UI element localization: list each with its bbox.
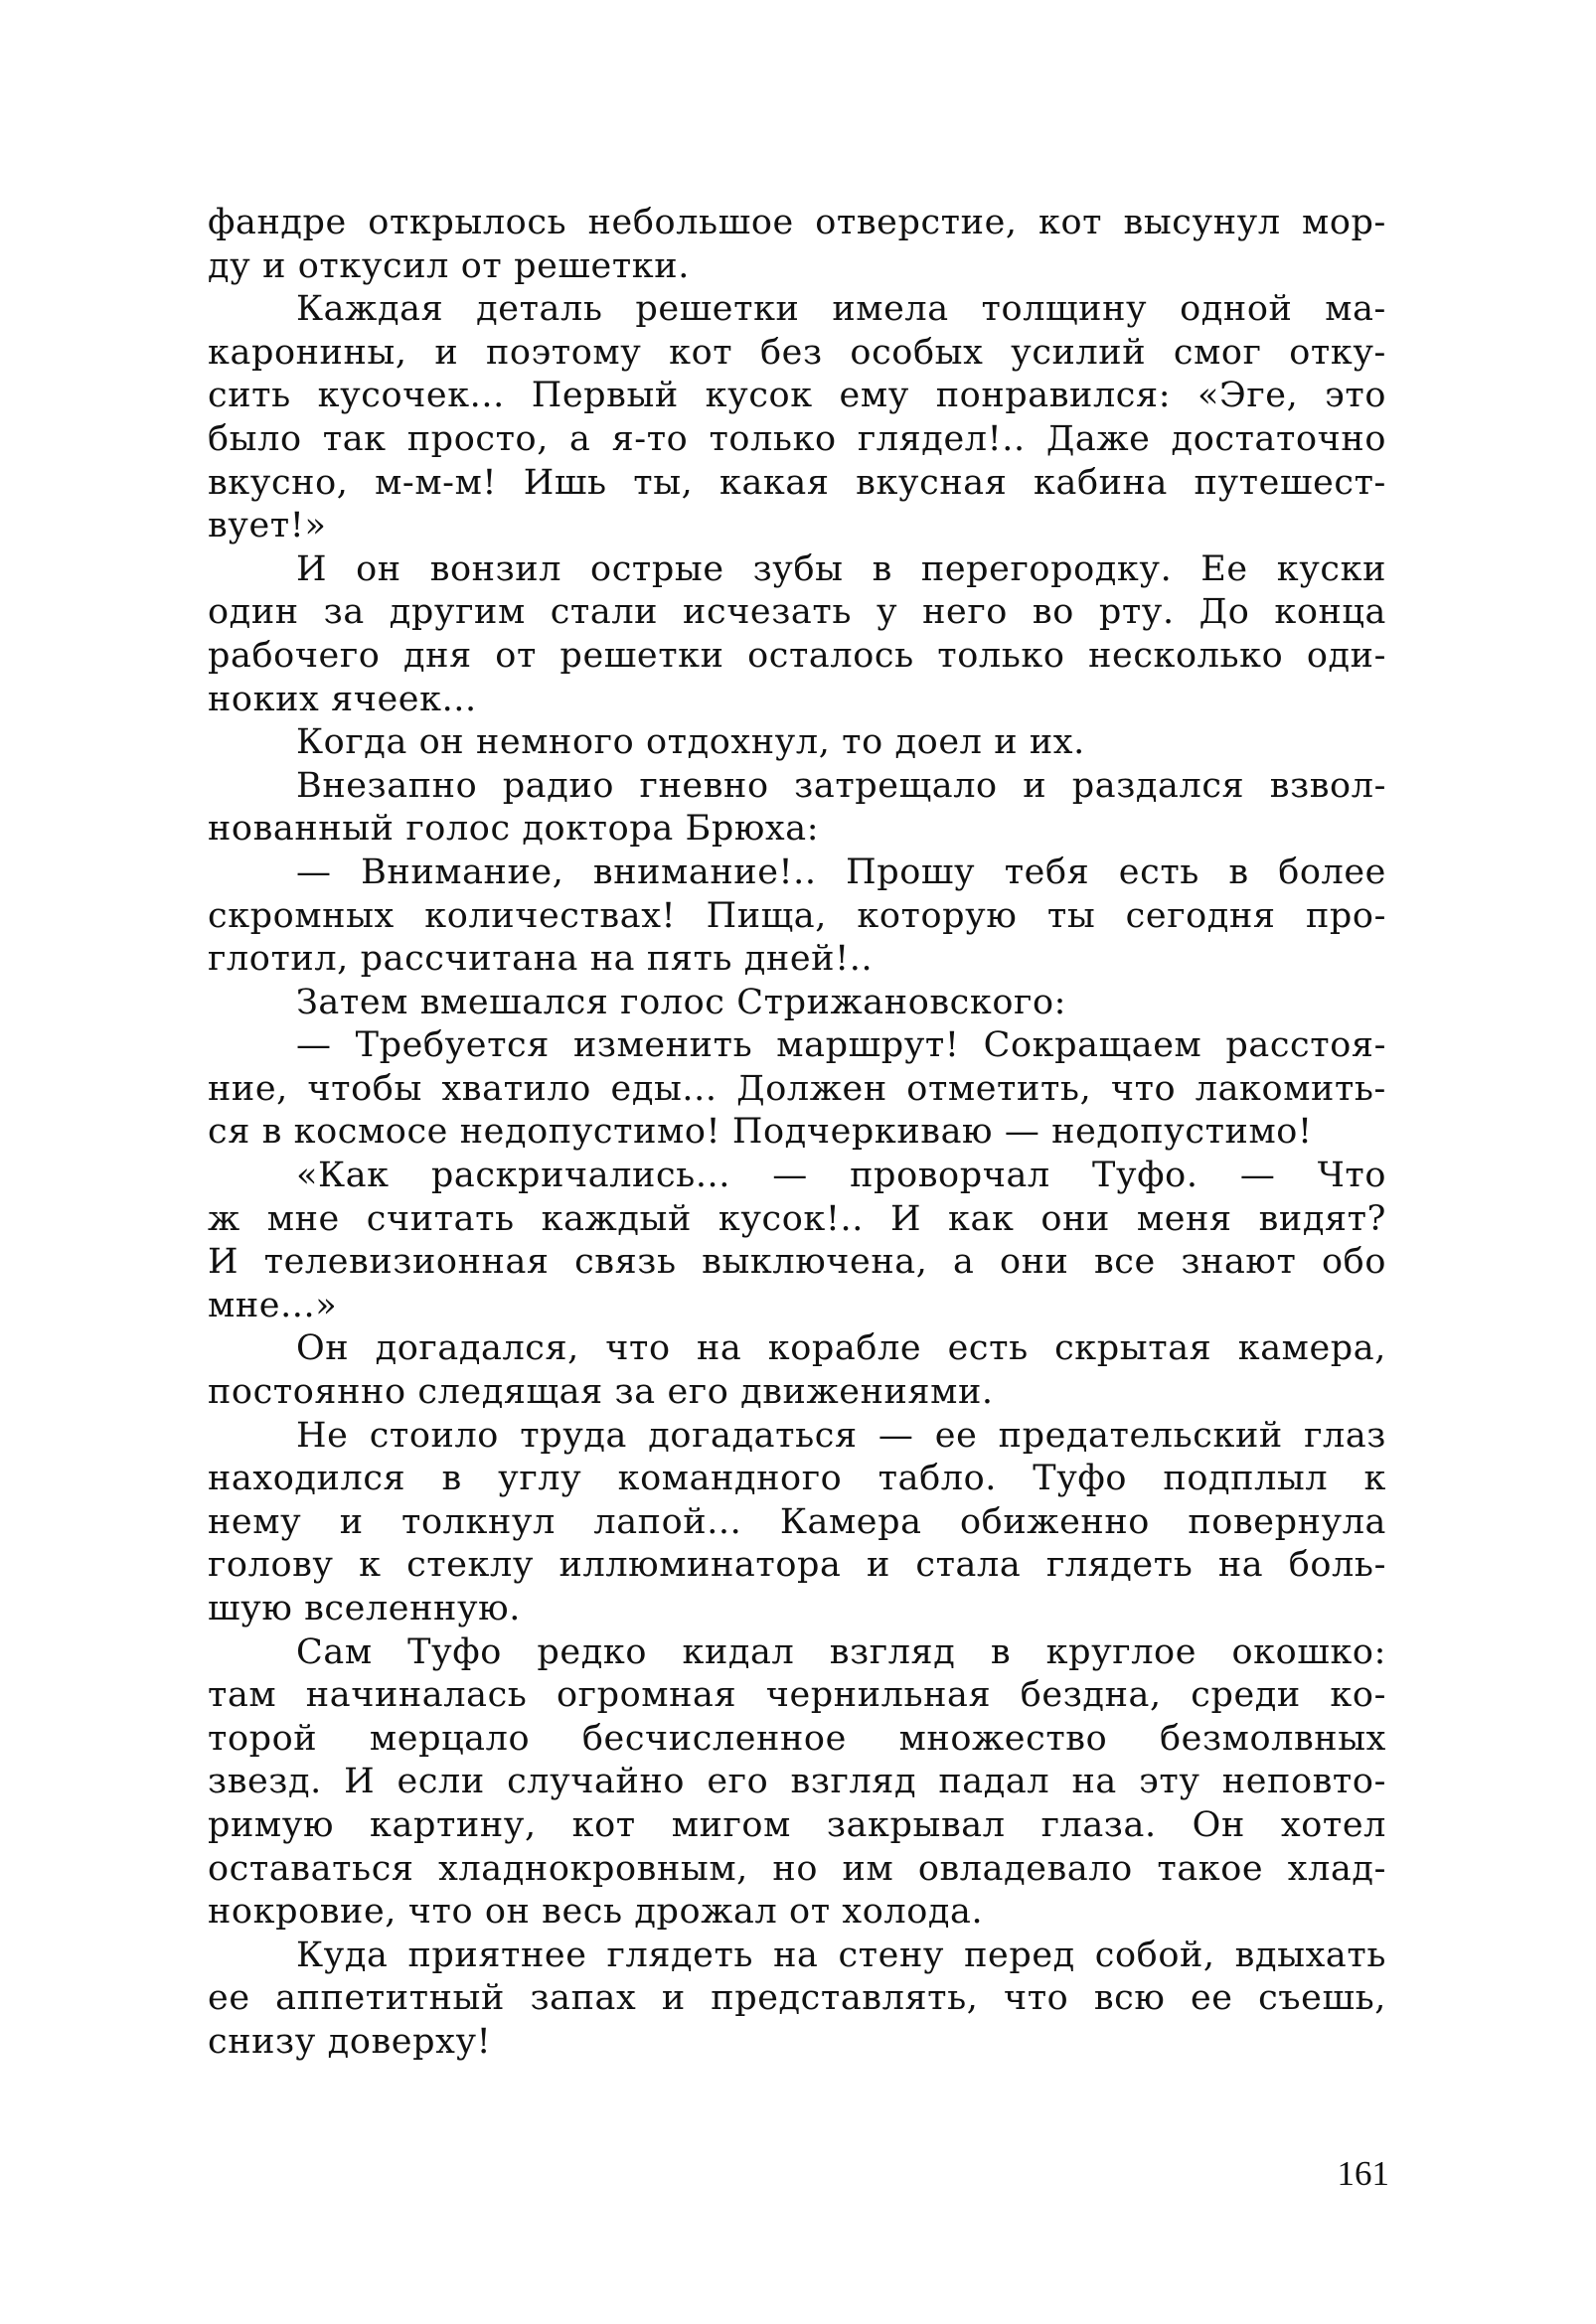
page-number: 161 xyxy=(1337,2154,1389,2193)
text-line: Внезапно радио гневно затрещало и раздался взвол- xyxy=(296,765,1386,806)
text-line: ду и откусил от решетки. xyxy=(208,245,690,286)
text-line: ние, чтобы хватило еды... Должен отметить, что лакомить- xyxy=(208,1068,1386,1109)
text-line: мне...» xyxy=(208,1285,338,1325)
text-line: ся в космосе недопустимо! Подчеркиваю — недопустимо! xyxy=(208,1112,1313,1153)
text-line: скромных количествах! Пища, которую ты сегодня про- xyxy=(208,895,1386,936)
text-line: ноких ячеек... xyxy=(208,679,477,719)
text-line: Не стоило труда догадаться — ее предательский глаз xyxy=(296,1415,1386,1456)
text-line: звезд. И если случайно его взгляд падал на эту неповто- xyxy=(208,1762,1386,1802)
text-line: нованный голос доктора Брюха: xyxy=(208,809,820,850)
text-line: Каждая деталь решетки имела толщину одной ма- xyxy=(296,289,1386,330)
text-line: вует!» xyxy=(208,506,327,546)
text-line: нокровие, что он весь дрожал от холода. xyxy=(208,1892,984,1933)
text-line: Он догадался, что на корабле есть скрытая камера, xyxy=(296,1328,1386,1369)
text-line: нему и толкнул лапой... Камера обиженно повернула xyxy=(208,1501,1386,1542)
text-line: там начиналась огромная чернильная бездна, среди ко- xyxy=(208,1675,1386,1716)
text-line: Сам Туфо редко кидал взгляд в круглое окошко: xyxy=(296,1631,1386,1672)
text-line: оставаться хладнокровным, но им овладевало такое хлад- xyxy=(208,1848,1386,1889)
text-line: И он вонзил острые зубы в перегородку. Ее куски xyxy=(296,548,1386,589)
body-text xyxy=(208,202,1386,2065)
text-line: — Требуется изменить маршрут! Сокращаем расстоя- xyxy=(296,1025,1386,1066)
text-line: ее аппетитный запах и представлять, что всю ее съешь, xyxy=(208,1978,1386,2019)
text-line: находился в углу командного табло. Туфо подплыл к xyxy=(208,1459,1386,1499)
text-line: И телевизионная связь выключена, а они все знают обо xyxy=(208,1242,1386,1283)
text-line: фандре открылось небольшое отверстие, кот высунул мор- xyxy=(208,203,1386,242)
text-line: каронины, и поэтому кот без особых усилий смог отку- xyxy=(208,332,1386,373)
text-line: ж мне считать каждый кусок!.. И как они меня видят? xyxy=(208,1198,1386,1239)
text-line: было так просто, а я-то только глядел!.. Даже достаточно xyxy=(208,418,1386,459)
text-line: римую картину, кот мигом закрывал глаза. Он хотел xyxy=(208,1804,1386,1845)
text-line: глотил, рассчитана на пять дней!.. xyxy=(208,939,874,980)
text-line: вкусно, м-м-м! Ишь ты, какая вкусная кабина путешест- xyxy=(208,462,1386,503)
text-line: Куда приятнее глядеть на стену перед собой, вдыхать xyxy=(296,1935,1386,1975)
text-line: рабочего дня от решетки осталось только несколько оди- xyxy=(208,635,1386,676)
text-line: один за другим стали исчезать у него во рту. До конца xyxy=(208,592,1386,633)
text-line: постоянно следящая за его движениями. xyxy=(208,1372,994,1413)
text-line: голову к стеклу иллюминатора и стала глядеть на боль- xyxy=(208,1545,1386,1586)
text-line: снизу доверху! xyxy=(208,2021,492,2062)
text-line: Затем вмешался голос Стрижановского: xyxy=(296,982,1067,1022)
text-line: шую вселенную. xyxy=(208,1589,521,1628)
text-line: «Как раскричались... — проворчал Туфо. — Что xyxy=(296,1156,1386,1196)
text-line: торой мерцало бесчисленное множество безмолвных xyxy=(208,1718,1386,1759)
text-line: Когда он немного отдохнул, то доел и их. xyxy=(296,722,1085,763)
text-line: — Внимание, внимание!.. Прошу тебя есть в более xyxy=(296,852,1386,892)
text-line: сить кусочек... Первый кусок ему понравился: «Эге, это xyxy=(208,376,1386,416)
